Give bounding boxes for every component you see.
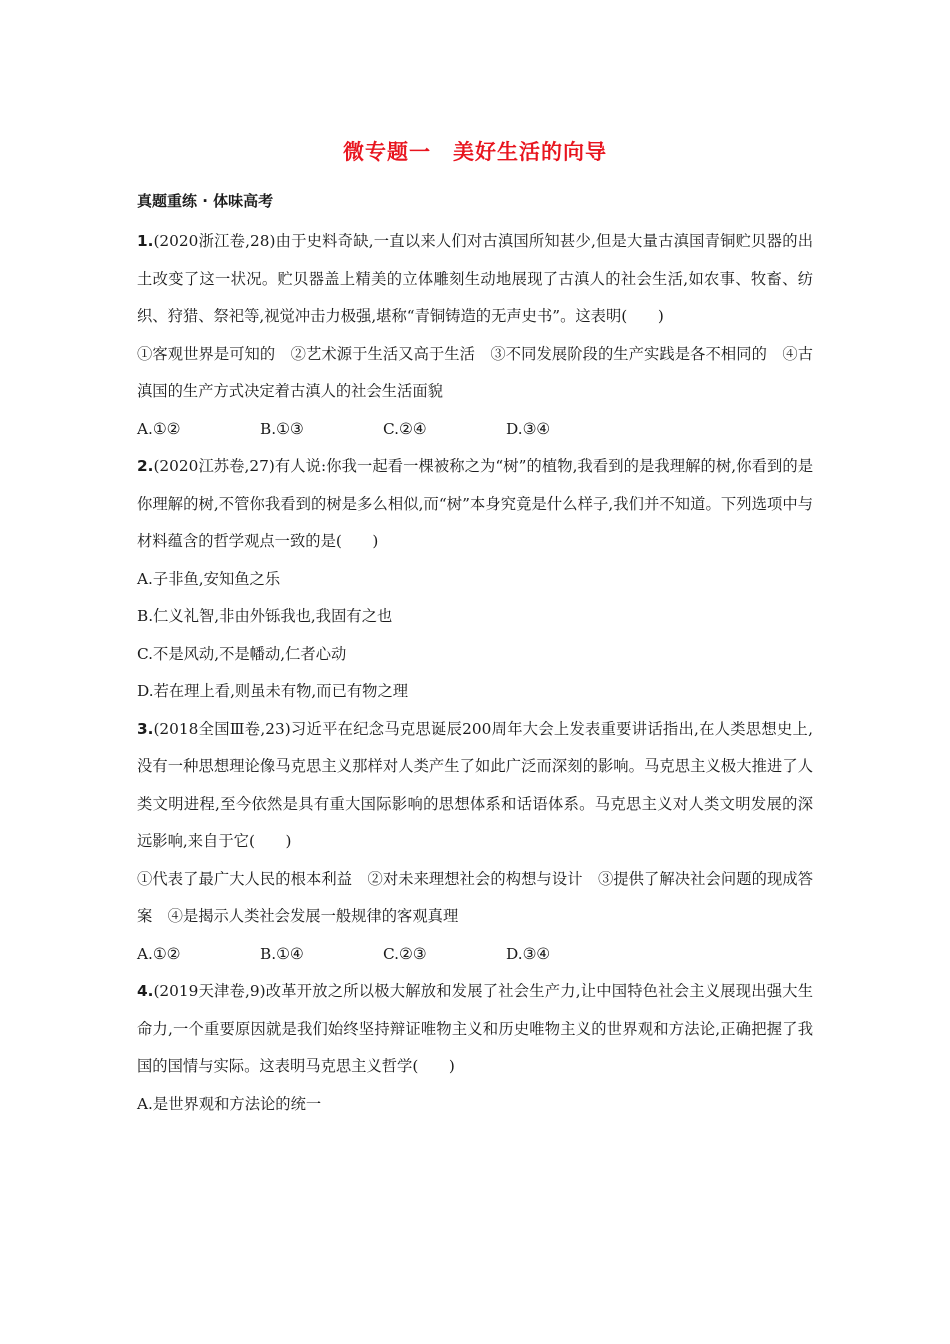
question-statements: ①代表了最广大人民的根本利益 ②对未来理想社会的构想与设计 ③提供了解决社会问题的现成答案 ④是揭示人类社会发展一般规律的客观真理 [137,869,813,925]
option-a[interactable]: A.子非鱼,安知鱼之乐 [137,569,281,588]
question-stem: (2018全国Ⅲ卷,23)习近平在纪念马克思诞辰200周年大会上发表重要讲话指出,在人类思想史上,没有一种思想理论像马克思主义那样对人类产生了如此广泛而深刻的影响。马克思主义极大推进了人类文明进程,至今依然是具有重大国际影响的思想体系和话语体系。马克思主义对人类文明发展的深远影响,来自于它( ) [137,719,813,850]
option-c[interactable]: C.不是风动,不是幡动,仁者心动 [137,644,347,663]
question-4 [137,973,813,1123]
option-b[interactable]: B.①④ [260,944,304,963]
question-statements: ①客观世界是可知的 ②艺术源于生活又高于生活 ③不同发展阶段的生产实践是各不相同的 ④古滇国的生产方式决定着古滇人的社会生活面貌 [137,344,813,400]
question-stem: (2019天津卷,9)改革开放之所以极大解放和发展了社会生产力,让中国特色社会主义展现出强大生命力,一个重要原因就是我们始终坚持辩证唯物主义和历史唯物主义的世界观和方法论,正确把握了我国的国情与实际。这表明马克思主义哲学( ) [137,982,813,1075]
questions-list [137,223,813,1123]
question-number: 1. [137,232,154,250]
question-number: 4. [137,982,154,1000]
option-a[interactable]: A.①② [137,419,181,438]
question-3 [137,711,813,974]
option-b[interactable]: B.仁义礼智,非由外铄我也,我固有之也 [137,607,393,625]
question-stem: (2020江苏卷,27)有人说:你我一起看一棵被称之为“树”的植物,我看到的是我理解的树,你看到的是你理解的树,不管你我看到的树是多么相似,而“树”本身究竟是什么样子,我们并不知道。下列选项中与材料蕴含的哲学观点一致的是( ) [137,457,813,550]
option-a[interactable]: A.是世界观和方法论的统一 [137,1094,322,1113]
question-1 [137,223,813,448]
question-stem: (2020浙江卷,28)由于史料奇缺,一直以来人们对古滇国所知甚少,但是大量古滇国青铜贮贝器的出土改变了这一状况。贮贝器盖上精美的立体雕刻生动地展现了古滇人的社会生活,如农事、牧畜、纺织、狩猎、祭祀等,视觉冲击力极强,堪称“青铜铸造的无声史书”。这表明( ) [137,232,813,325]
option-a[interactable]: A.①② [137,944,181,963]
question-2 [137,448,813,711]
section-heading: 真题重练 · 体味高考 [137,192,274,210]
question-number: 3. [137,719,154,738]
option-d[interactable]: D.③④ [506,419,551,438]
answer-options [137,411,813,449]
option-d[interactable]: D.若在理上看,则虽未有物,而已有物之理 [137,682,409,700]
option-c[interactable]: C.②④ [383,419,427,438]
answer-options [137,936,813,974]
page-title: 微专题一 美好生活的向导 [343,140,607,164]
question-number: 2. [137,457,154,475]
option-d[interactable]: D.③④ [506,944,551,963]
option-c[interactable]: C.②③ [383,944,427,963]
option-b[interactable]: B.①③ [260,419,304,438]
